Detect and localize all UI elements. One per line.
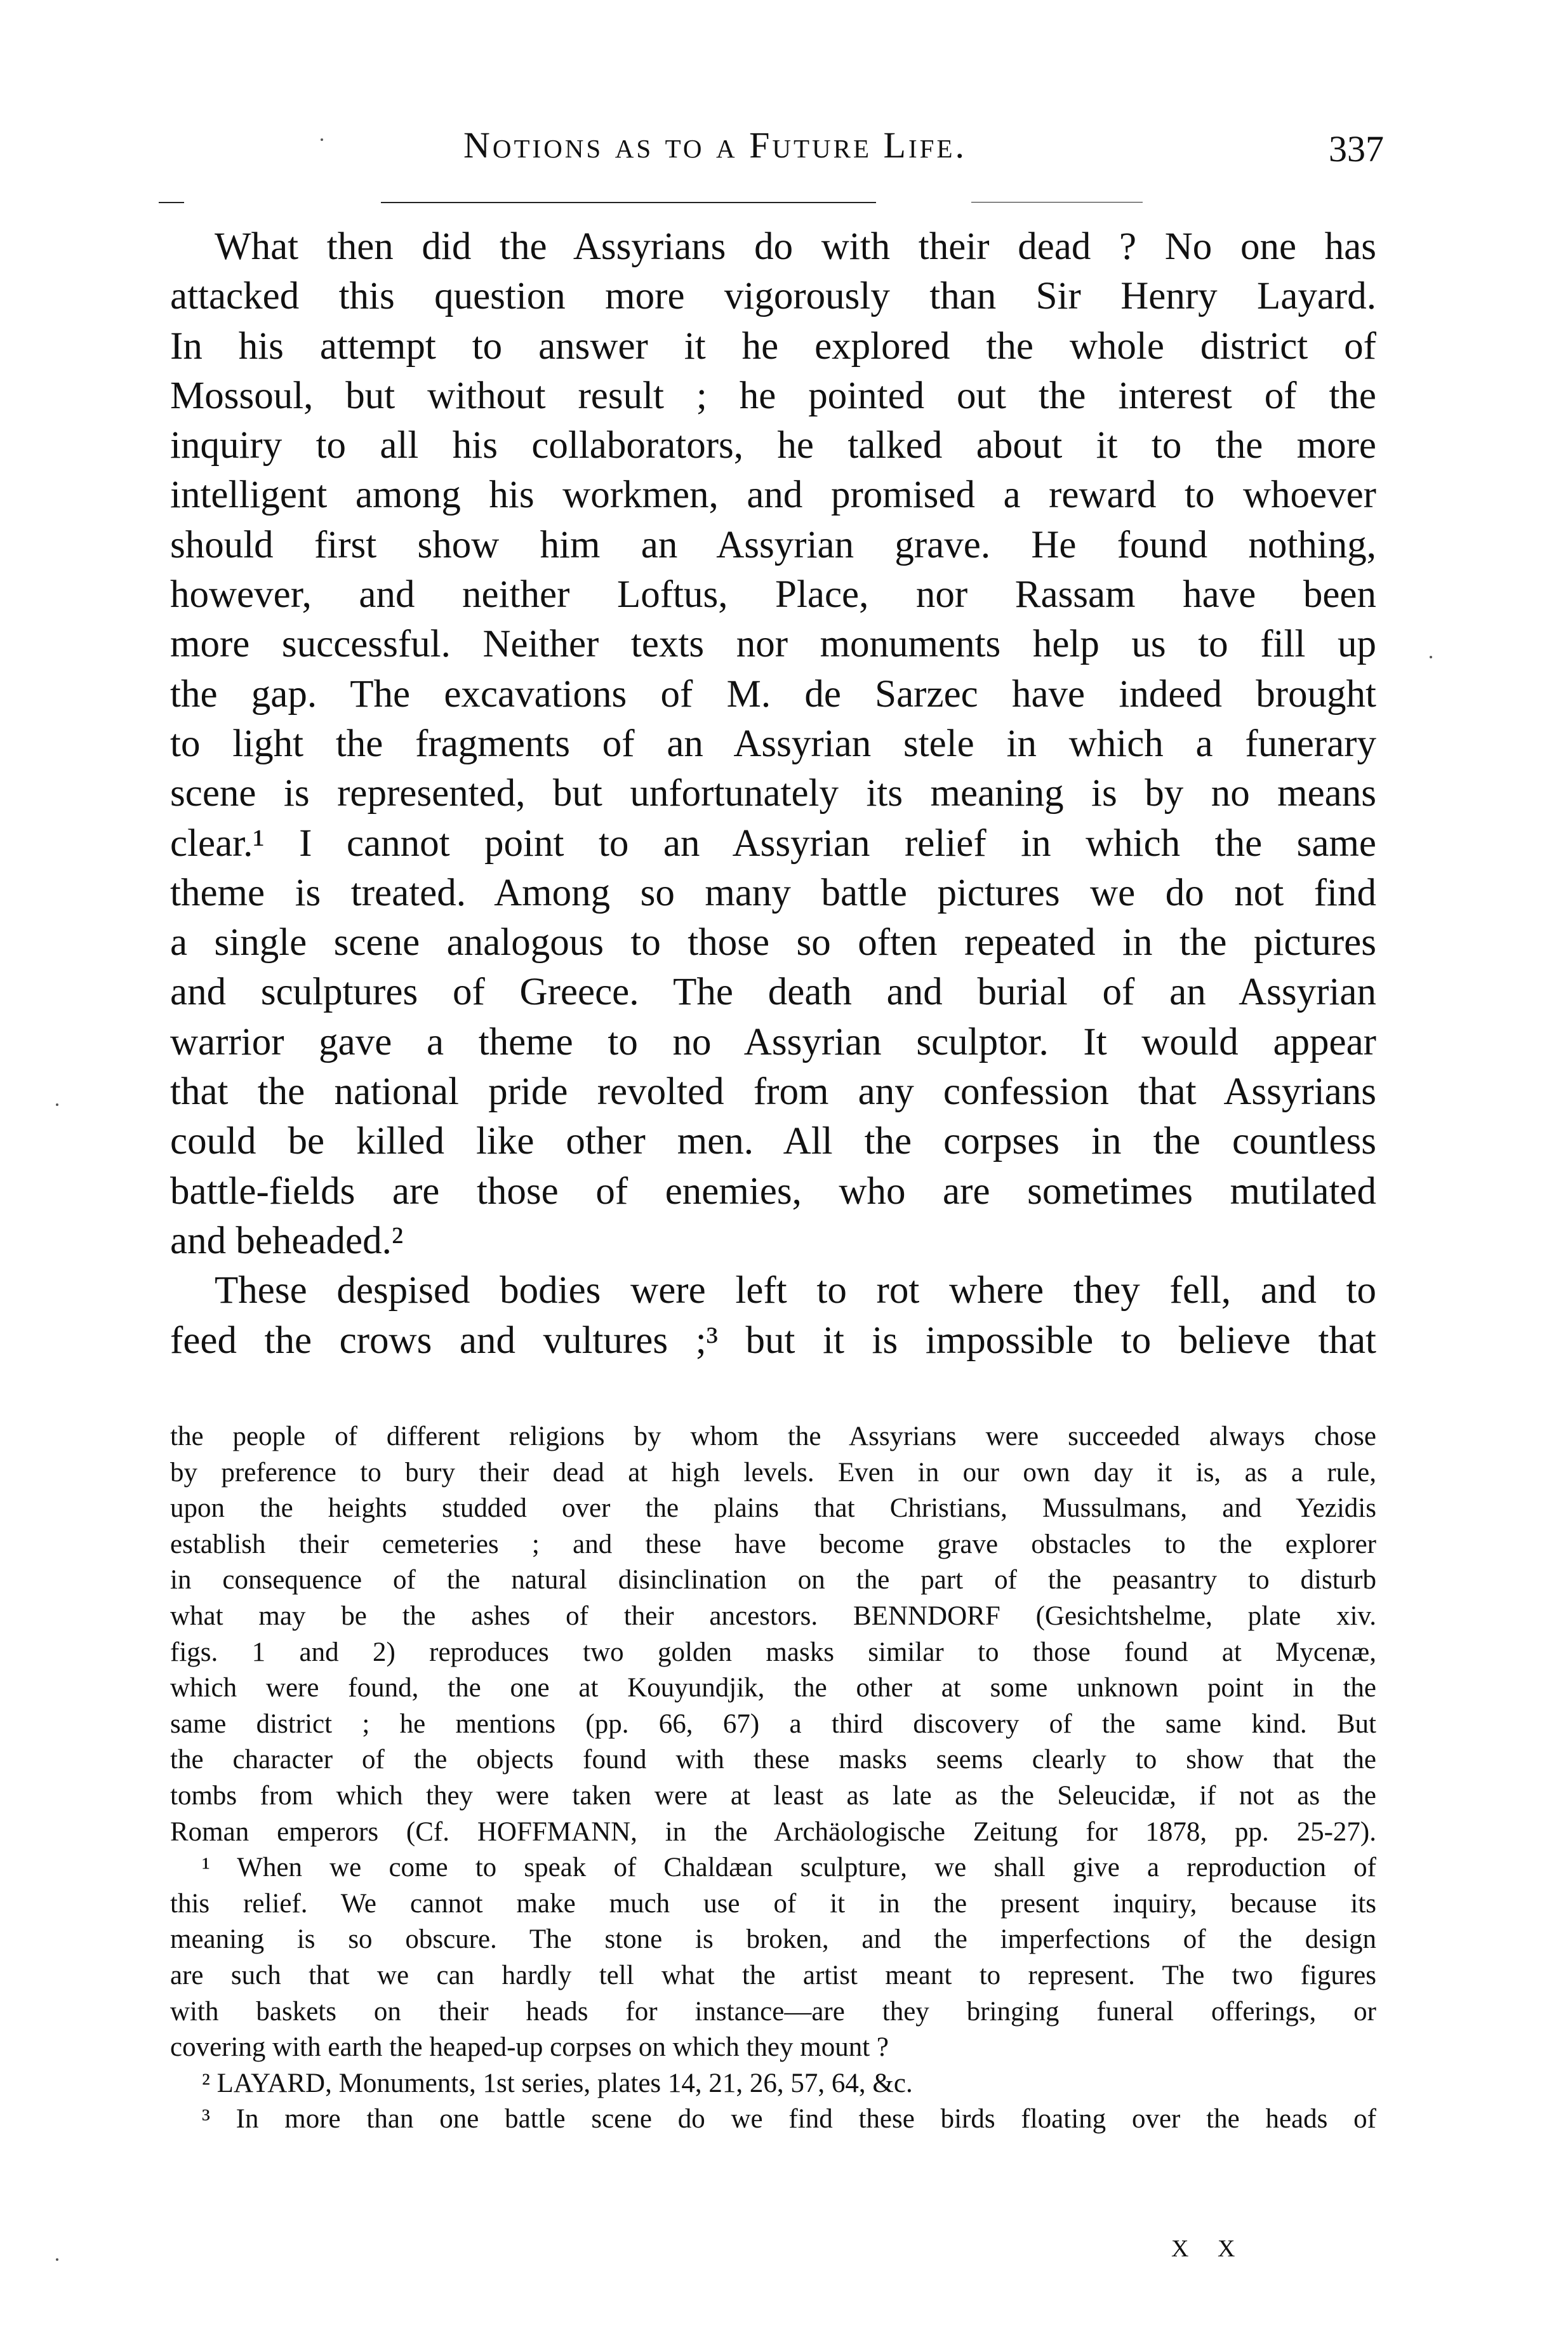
header-rule-right bbox=[971, 202, 1143, 203]
body-line: In his attempt to answer it he explored the whole district of bbox=[170, 324, 1376, 368]
signature-mark: X X bbox=[1171, 2235, 1247, 2262]
header-rule-center bbox=[381, 202, 876, 203]
body-line: theme is treated. Among so many battle pictures we do not find bbox=[170, 871, 1376, 914]
scan-speck bbox=[56, 1103, 58, 1106]
footnote-line: in consequence of the natural disinclination on the part of the peasantry to disturb bbox=[170, 1565, 1376, 1595]
body-line: however, and neither Loftus, Place, nor Rassam have been bbox=[170, 573, 1376, 616]
body-line: battle-fields are those of enemies, who are sometimes mutilated bbox=[170, 1169, 1376, 1213]
running-title: Notions as to a Future Life. bbox=[463, 124, 967, 166]
footnote-line: meaning is so obscure. The stone is broken, and the imperfections of the design bbox=[170, 1924, 1376, 1955]
body-line: inquiry to all his collaborators, he talked about it to the more bbox=[170, 424, 1376, 467]
body-line: more successful. Neither texts nor monuments help us to fill up bbox=[170, 623, 1376, 666]
body-line: scene is represented, but unfortunately its meaning is by no means bbox=[170, 772, 1376, 815]
footnote-line: the people of different religions by whom the Assyrians were succeeded always chose bbox=[170, 1422, 1376, 1451]
body-line: should first show him an Assyrian grave. He found nothing, bbox=[170, 523, 1376, 566]
footnote-line: covering with earth the heaped-up corpses on which they mount ? bbox=[170, 2032, 889, 2063]
body-line: What then did the Assyrians do with their dead ? No one has bbox=[215, 225, 1376, 268]
footnote-line: with baskets on their heads for instance—are they bringing funeral offerings, or bbox=[170, 1996, 1376, 2027]
body-line: feed the crows and vultures ;³ but it is impossible to believe that bbox=[170, 1319, 1376, 1362]
footnote-line: same district ; he mentions (pp. 66, 67) a third discovery of the same kind. But bbox=[170, 1708, 1376, 1739]
body-line: Mossoul, but without result ; he pointed out the interest of the bbox=[170, 374, 1376, 417]
body-line: could be killed like other men. All the corpses in the countless bbox=[170, 1120, 1376, 1163]
body-line: and sculptures of Greece. The death and burial of an Assyrian bbox=[170, 971, 1376, 1014]
body-line: to light the fragments of an Assyrian stele in which a funerary bbox=[170, 722, 1376, 765]
footnote-line: tombs from which they were taken were at least as late as the Seleucidæ, if not as the bbox=[170, 1780, 1376, 1811]
body-line: These despised bodies were left to rot where they fell, and to bbox=[215, 1269, 1376, 1312]
footnote-line: establish their cemeteries ; and these have become grave obstacles to the explorer bbox=[170, 1529, 1376, 1559]
body-line: warrior gave a theme to no Assyrian sculptor. It would appear bbox=[170, 1020, 1376, 1063]
header-rule-left bbox=[159, 202, 184, 203]
footnote-3: ³ In more than one battle scene do we find these birds floating over the heads of bbox=[202, 2104, 1376, 2134]
footnote-line: are such that we can hardly tell what the artist meant to represent. The two figures bbox=[170, 1960, 1376, 1990]
footnote-line: Roman emperors (Cf. HOFFMANN, in the Archäologische Zeitung for 1878, pp. 25-27). bbox=[170, 1816, 1376, 1847]
body-line: attacked this question more vigorously than Sir Henry Layard. bbox=[170, 275, 1376, 318]
footnote-line: this relief. We cannot make much use of it in the present inquiry, because its bbox=[170, 1888, 1376, 1919]
scan-speck bbox=[321, 138, 323, 141]
footnote-2: ² LAYARD, Monuments, 1st series, plates 14, 21, 26, 57, 64, &c. bbox=[202, 2068, 913, 2098]
footnote-line: the character of the objects found with these masks seems clearly to show that the bbox=[170, 1745, 1376, 1775]
scan-speck bbox=[56, 2258, 58, 2261]
page-number: 337 bbox=[1329, 128, 1384, 170]
footnote-line: figs. 1 and 2) reproduces two golden masks similar to those found at Mycenæ, bbox=[170, 1637, 1376, 1667]
footnote-line: which were found, the one at Kouyundjik, the other at some unknown point in the bbox=[170, 1673, 1376, 1703]
body-line: and beheaded.² bbox=[170, 1219, 404, 1262]
body-line: intelligent among his workmen, and promised a reward to whoever bbox=[170, 474, 1376, 517]
scan-speck bbox=[1430, 656, 1432, 658]
body-line: the gap. The excavations of M. de Sarzec have indeed brought bbox=[170, 672, 1376, 716]
footnotes bbox=[170, 1419, 1376, 2138]
footnote-line: by preference to bury their dead at high levels. Even in our own day it is, as a rule, bbox=[170, 1457, 1376, 1488]
body-line: that the national pride revolted from any confession that Assyrians bbox=[170, 1070, 1376, 1114]
body-line: a single scene analogous to those so often repeated in the pictures bbox=[170, 921, 1376, 964]
footnote-line: what may be the ashes of their ancestors. BENNDORF (Gesichtshelme, plate xiv. bbox=[170, 1601, 1376, 1631]
page-header bbox=[463, 124, 1384, 175]
body-text bbox=[170, 222, 1376, 1366]
footnote-1: ¹ When we come to speak of Chaldæan sculpture, we shall give a reproduction of bbox=[202, 1853, 1376, 1883]
body-line: clear.¹ I cannot point to an Assyrian relief in which the same bbox=[170, 822, 1376, 865]
footnote-line: upon the heights studded over the plains that Christians, Mussulmans, and Yezidis bbox=[170, 1493, 1376, 1524]
